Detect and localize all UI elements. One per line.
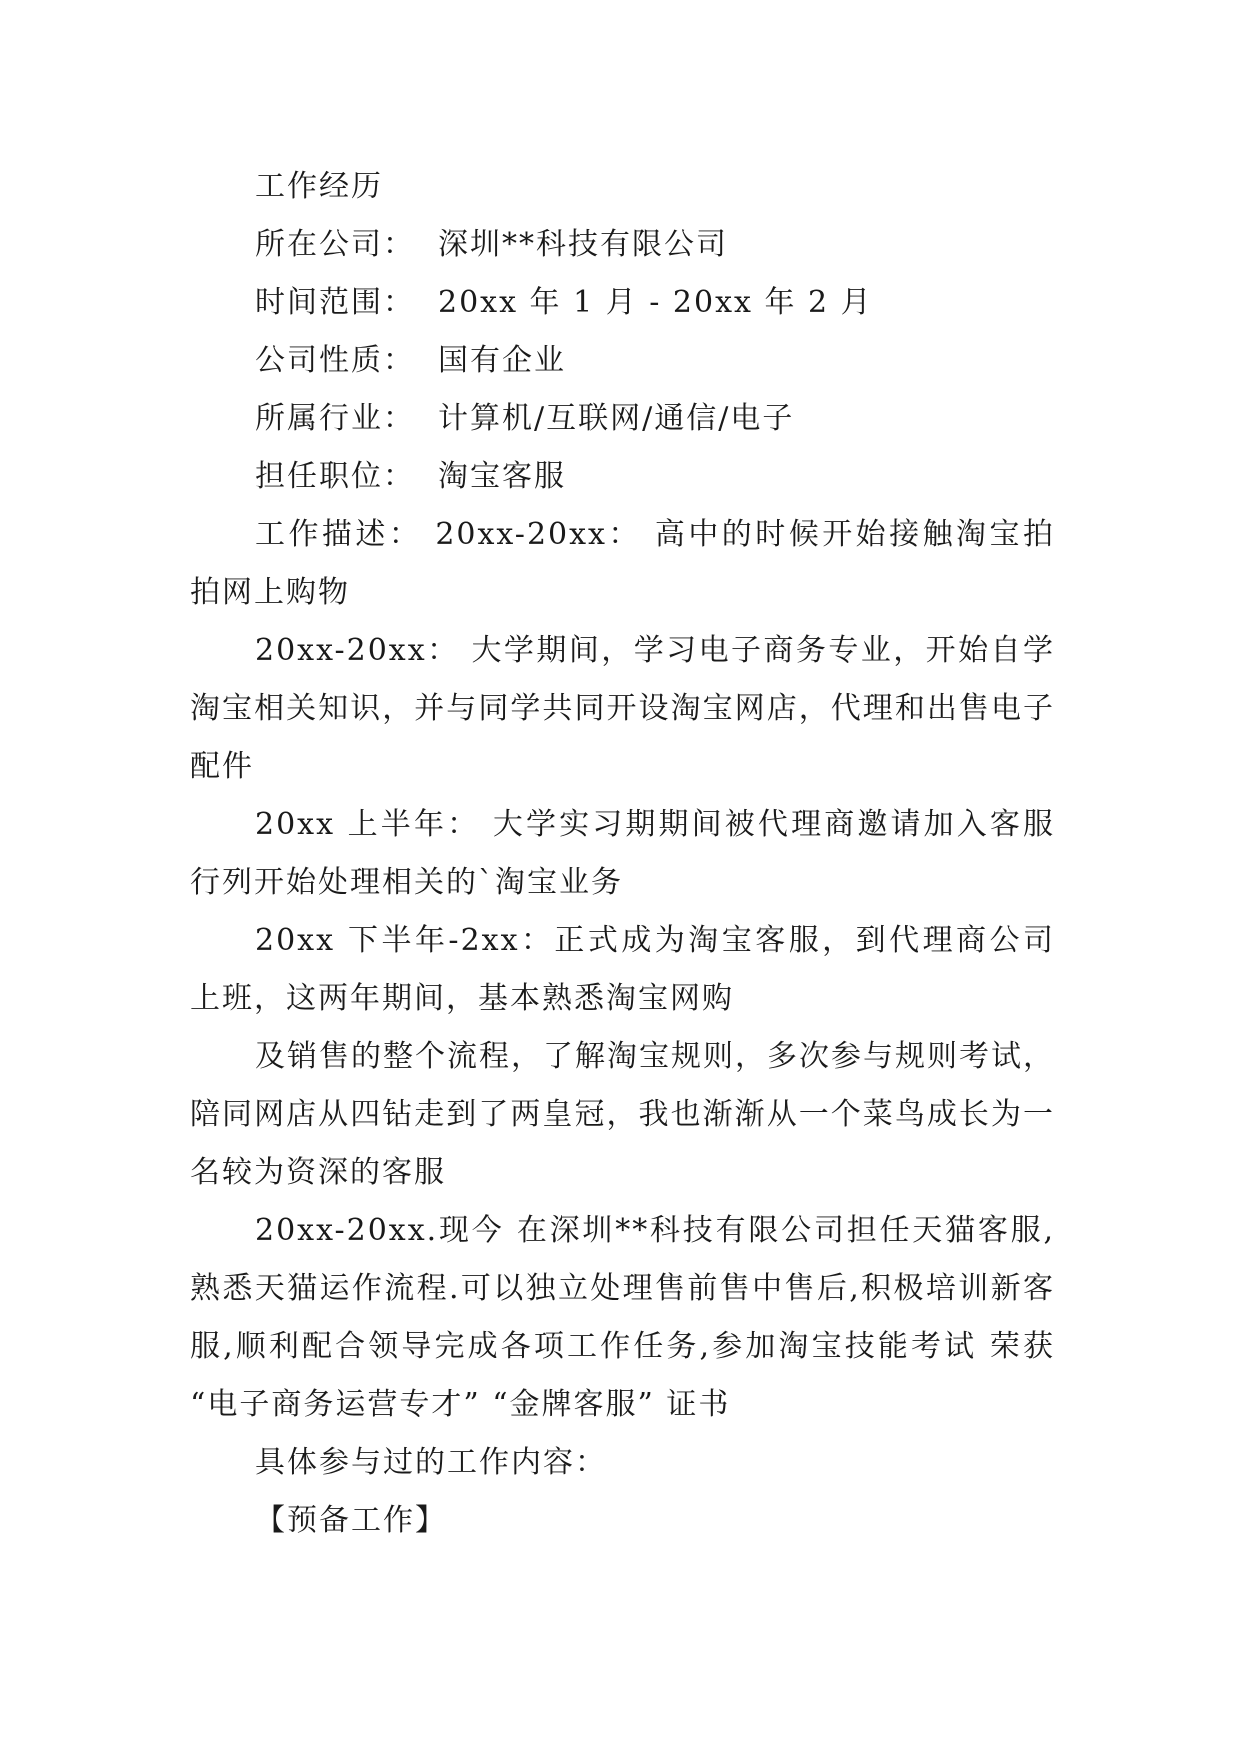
field-value: 20xx 年 1 月 - 20xx 年 2 月 (438, 285, 873, 320)
field-value: 国有企业 (438, 343, 566, 378)
field-company-type (190, 332, 1055, 390)
field-time-range (190, 274, 1055, 332)
field-label: 时间范围： (255, 285, 415, 320)
field-position (190, 448, 1055, 506)
work-content-heading: 具体参与过的工作内容： (255, 1445, 607, 1480)
section-heading: 工作经历 (255, 169, 383, 204)
paragraph-university: 20xx-20xx： 大学期间，学习电子商务专业，开始自学淘宝相关知识，并与同学共同开设淘宝网店，代理和出售电子配件 (190, 633, 1055, 784)
field-label: 公司性质： (255, 343, 415, 378)
preparation-heading: 【预备工作】 (255, 1503, 447, 1538)
field-industry (190, 390, 1055, 448)
field-label: 所在公司： (255, 227, 415, 262)
field-label: 所属行业： (255, 401, 415, 436)
paragraph-internship: 20xx 上半年： 大学实习期期间被代理商邀请加入客服行列开始处理相关的`淘宝业务 (190, 807, 1055, 900)
paragraph-description: 工作描述： 20xx-20xx： 高中的时候开始接触淘宝拍拍网上购物 (190, 517, 1055, 610)
field-company (190, 216, 1055, 274)
field-value: 深圳**科技有限公司 (438, 227, 728, 262)
paragraph-official-role: 20xx 下半年-2xx：正式成为淘宝客服，到代理商公司上班，这两年期间，基本熟悉淘宝网购 (190, 923, 1055, 1016)
paragraph-sales-process: 及销售的整个流程，了解淘宝规则，多次参与规则考试，陪同网店从四钻走到了两皇冠，我也渐渐从一个菜鸟成长为一名较为资深的客服 (190, 1039, 1055, 1190)
paragraph-current-role: 20xx-20xx.现今 在深圳**科技有限公司担任天猫客服,熟悉天猫运作流程.可以独立处理售前售中售后,积极培训新客服,顺利配合领导完成各项工作任务,参加淘宝技能考试 荣获 “电子商务运营专才” “金牌客服” 证书 (190, 1213, 1055, 1422)
field-value: 淘宝客服 (438, 459, 566, 494)
document-body (190, 158, 1055, 1550)
field-label: 担任职位： (255, 459, 415, 494)
field-value: 计算机/互联网/通信/电子 (438, 401, 795, 436)
